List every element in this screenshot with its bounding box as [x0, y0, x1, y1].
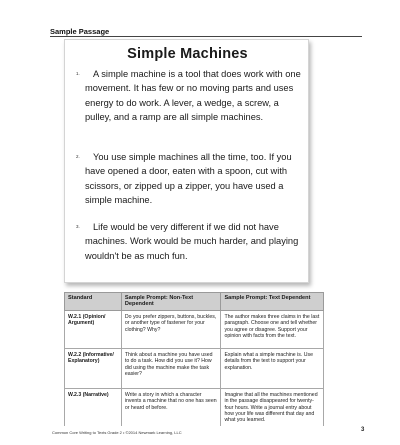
page-number: 3 — [361, 427, 365, 433]
non-text-prompt-cell: Write a story in which a character invents a machine that no one has seen or heard of before. — [121, 388, 221, 445]
passage-title: Simple Machines — [127, 46, 248, 62]
header-text-dependent: Sample Prompt: Text Dependent — [221, 293, 324, 311]
page-footer — [0, 426, 400, 445]
paragraph-number: 1. — [76, 71, 80, 76]
footer-text: Common Core Writing to Texts Grade 2 • ©2014 Newmark Learning, LLC — [52, 430, 182, 435]
table-row — [65, 310, 324, 348]
standard-cell: W.2.2 (Informative/ Explanatory) — [65, 348, 122, 388]
text-prompt-cell: The author makes three claims in the last paragraph. Choose one and tell whether you agree or disagree. Support your opinion with facts from the text. — [221, 310, 324, 348]
prompt-table — [64, 292, 324, 445]
non-text-prompt-cell: Think about a machine you have used to do a task. How did you use it? How did using the machine make the task easier? — [121, 348, 221, 388]
paragraph-number: 2. — [76, 154, 80, 159]
paragraph-text: You use simple machines all the time, too. If you have opened a door, eaten with a spoon, cut with scissors, or zipped up a zipper, you have used a simple machine. — [85, 152, 292, 206]
header-non-text-dependent: Sample Prompt: Non-Text Dependent — [121, 293, 221, 311]
passage-card — [64, 39, 309, 283]
standard-cell: W.2.1 (Opinion/ Argument) — [65, 310, 122, 348]
table-header-row — [65, 293, 324, 311]
paragraph-text: A simple machine is a tool that does work with one movement. It has few or no moving parts and uses energy to do work. A lever, a wedge, a screw, a pulley, and a ramp are all simple machines. — [85, 69, 301, 123]
standard-cell: W.2.3 (Narrative) — [65, 388, 122, 445]
text-prompt-cell: Imagine that all the machines mentioned in the passage disappeared for twenty-four hours. Write a journal entry about how your life was different that day and what you learned. — [221, 388, 324, 445]
table-row — [65, 348, 324, 388]
paragraph-number: 3. — [76, 224, 80, 229]
paragraph-1 — [76, 67, 305, 125]
paragraph-2 — [76, 150, 305, 208]
paragraph-text: Life would be very different if we did not have machines. Work would be much harder, and playing wouldn't be as much fun. — [85, 222, 299, 261]
section-divider — [50, 36, 362, 37]
header-standard: Standard — [65, 293, 122, 311]
text-prompt-cell: Explain what a simple machine is. Use details from the text to support your explanation. — [221, 348, 324, 388]
non-text-prompt-cell: Do you prefer zippers, buttons, buckles, or another type of fastener for your clothing? Why? — [121, 310, 221, 348]
section-label: Sample Passage — [50, 27, 110, 36]
paragraph-3 — [76, 220, 305, 263]
